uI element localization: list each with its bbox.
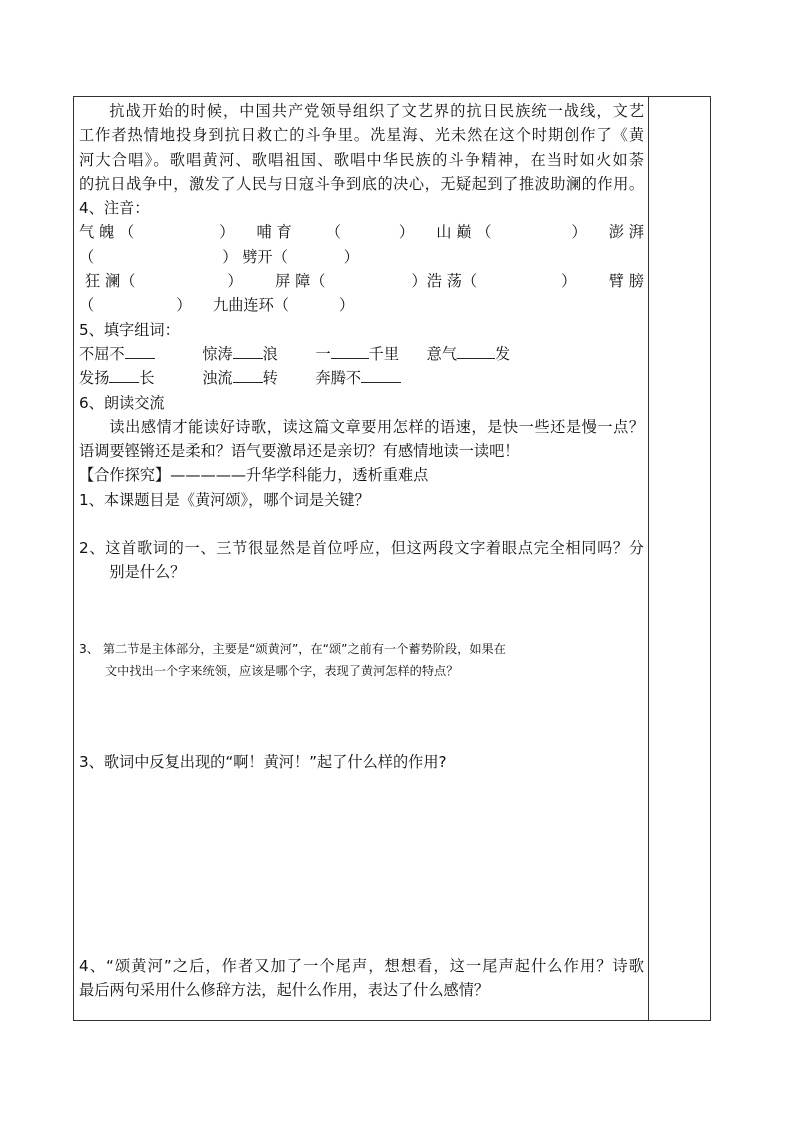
pinyin-item: 气 魄 （ ） — [79, 223, 235, 242]
pinyin-item: 山 巅 （ ） — [436, 223, 587, 242]
section-6-title: 6、朗读交流 — [79, 393, 165, 412]
fill-blank[interactable] — [331, 343, 369, 359]
question-3b: 3、歌词中反复出现的“啊！黄河！”起了什么样的作用? — [79, 752, 447, 771]
pinyin-item: 哺 育 （ ） — [256, 223, 415, 242]
section-5-title: 5、填字组词： — [79, 320, 180, 339]
fill-blank[interactable] — [233, 367, 263, 383]
pinyin-item: 澎 湃 — [608, 223, 644, 242]
coop-title: 【合作探究】—————升华学科能力，透析重难点 — [79, 466, 429, 485]
question-4: 4、“颂黄河”之后，作者又加了一个尾声，想想看，这一尾声起什么作用？诗歌 — [79, 956, 644, 975]
intro-line: 抗战开始的时候，中国共产党领导组织了文艺界的抗日民族统一战线，文艺 — [109, 102, 644, 120]
pinyin-row: （ ） 九曲连环（ ） — [79, 296, 355, 315]
fill-row: 不屈不 惊涛 浪 一 千里 意气 发 — [79, 344, 511, 363]
reading-text: 读出感情才能读好诗歌，读这篇文章要用怎样的语速，是快一些还是慢一点？ — [109, 417, 644, 436]
question-2: 别是什么？ — [109, 563, 186, 582]
reading-text: 语调要铿锵还是柔和？语气要激昂还是亲切？有感情地读一读吧！ — [79, 442, 520, 461]
pinyin-item: 狂 澜（ ） — [85, 272, 243, 291]
question-1: 1、本课题目是《黄河颂》，哪个词是关键？ — [79, 490, 370, 509]
table-divider — [648, 96, 649, 1021]
question-3: 3、 第二节是主体部分，主要是“颂黄河”，在“颂”之前有一个蓄势阶段，如果在 — [79, 641, 506, 656]
pinyin-row — [79, 220, 644, 244]
fill-blank[interactable] — [125, 343, 155, 359]
worksheet-content — [79, 98, 644, 1003]
pinyin-item: 屏 障（ ）浩 荡（ ） — [275, 272, 577, 291]
section-4-title: 4、注音： — [79, 199, 150, 218]
question-4: 最后两句采用什么修辞方法，起什么作用，表达了什么感情？ — [79, 981, 490, 1000]
intro-line: 的抗日战争中，激发了人民与日寇斗争到底的决心，无疑起到了推波助澜的作用。 — [79, 174, 644, 193]
intro-line: 工作者热情地投身到抗日救亡的斗争里。冼星海、光未然在这个时期创作了《黄 — [79, 126, 644, 145]
fill-blank[interactable] — [233, 343, 263, 359]
fill-blank[interactable] — [361, 367, 401, 383]
pinyin-row: （ ） 劈开（ ） — [79, 247, 359, 266]
pinyin-item: 臂 膀 — [608, 272, 644, 291]
fill-blank[interactable] — [109, 367, 139, 383]
pinyin-row — [79, 269, 644, 293]
question-2: 2、这首歌词的一、三节很显然是首位呼应，但这两段文字着眼点完全相同吗？分 — [79, 539, 644, 558]
fill-blank[interactable] — [457, 343, 495, 359]
intro-line: 河大合唱》。歌唱黄河、歌唱祖国、歌唱中华民族的斗争精神，在当时如火如荼 — [79, 150, 644, 169]
fill-row: 发扬 长 浊流 转 奔腾不 — [79, 366, 644, 390]
question-3: 文中找出一个字来统领，应该是哪个字，表现了黄河怎样的特点？ — [105, 663, 459, 678]
